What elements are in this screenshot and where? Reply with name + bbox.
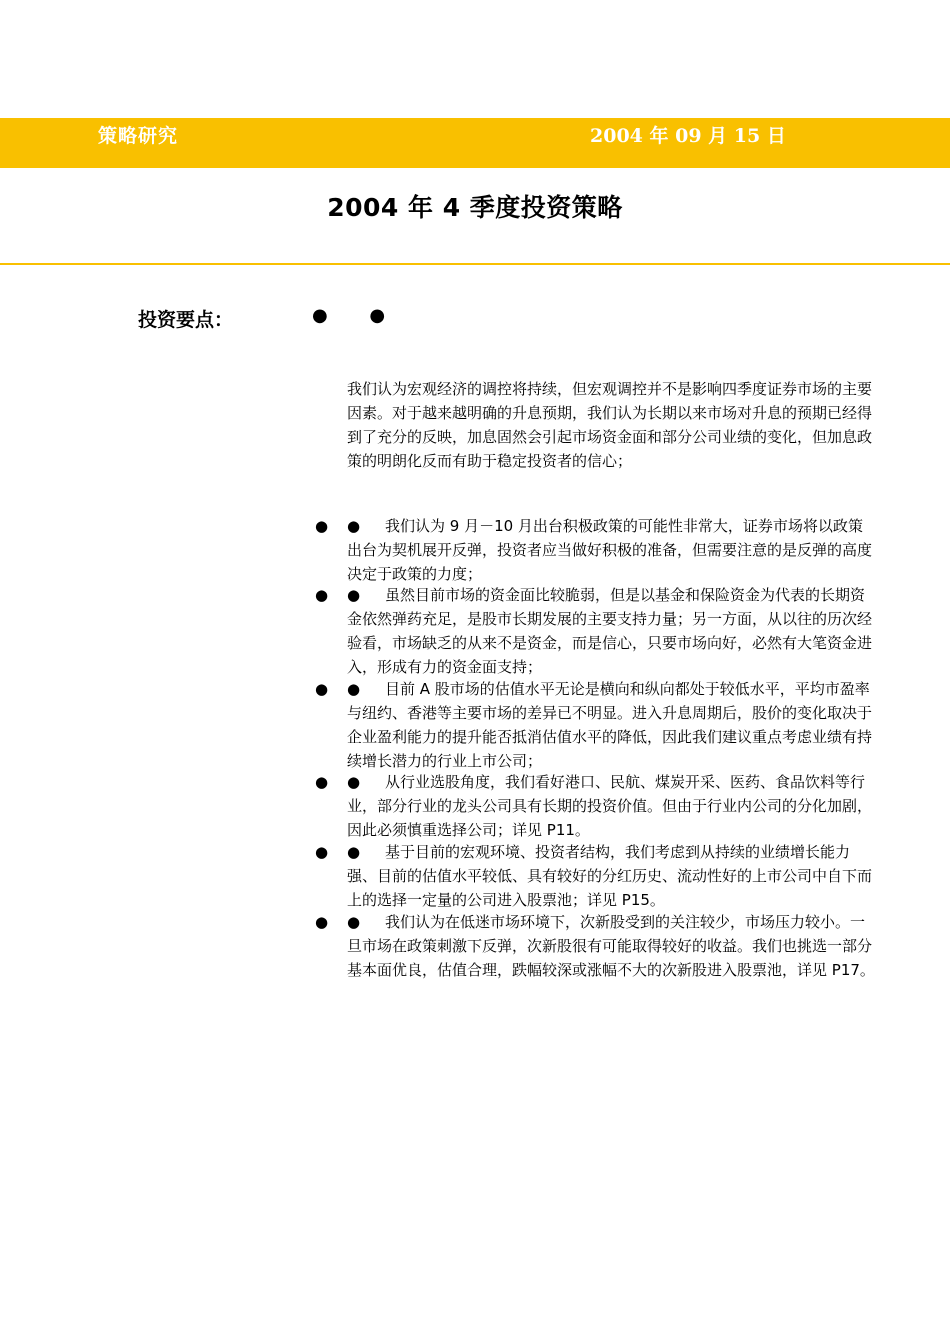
bullet-icon: ● (347, 680, 361, 698)
list-item (0, 514, 950, 583)
bullet-icon: ● (347, 843, 361, 861)
bullet-icon: ● (347, 913, 361, 931)
list-item (0, 910, 950, 979)
point-text: 虽然目前市场的资金面比较脆弱，但是以基金和保险资金为代表的长期资金依然弹药充足，是股市长期发展的主要支持力量；另一方面，从以往的历次经验看，市场缺乏的从来不是资金，而是信心，只要市场向好，必然有大笔资金进入，形成有力的资金面支持； (347, 586, 873, 676)
report-date: 2004 年 09 月 15 日 (590, 125, 786, 147)
section-label: 投资要点： (138, 309, 234, 331)
point-text: 我们认为在低迷市场环境下，次新股受到的关注较少，市场压力较小。一旦市场在政策刺激下反弹，次新股很有可能取得较好的收益。我们也挑选一部分基本面优良，估值合理，跌幅较深或涨幅不大的次新股进入股票池，详见 P17。 (347, 913, 875, 979)
page-title: 2004 年 4 季度投资策略 (327, 193, 623, 222)
report-category: 策略研究 (98, 125, 179, 147)
bullet-icon: ● (347, 517, 361, 535)
intro-paragraph: 我们认为宏观经济的调控将持续，但宏观调控并不是影响四季度证券市场的主要因素。对于越来越明确的升息预期，我们认为长期以来市场对升息的预期已经得到了充分的反映，加息固然会引起市场资金面和部分公司业绩的变化，但加息政策的明朗化反而有助于稳定投资者的信心； (347, 380, 873, 470)
list-item (0, 770, 950, 839)
point-text: 从行业选股角度，我们看好港口、民航、煤炭开采、医药、食品饮料等行业，部分行业的龙头公司具有长期的投资价值。但由于行业内公司的分化加剧，因此必须慎重选择公司；详见 P11。 (347, 773, 873, 839)
bullet-icon: ● (315, 586, 329, 604)
point-text: 目前 A 股市场的估值水平无论是横向和纵向都处于较低水平，平均市盈率与纽约、香港等主要市场的差异已不明显。进入升息周期后，股价的变化取决于企业盈利能力的提升能否抵消估值水平的降低，因此我们建议重点考虑业绩有持续增长潜力的行业上市公司； (347, 680, 873, 770)
list-item (0, 677, 950, 770)
list-item (0, 583, 950, 676)
bullet-icon: ● (315, 773, 329, 791)
bullet-icon: ● (347, 773, 361, 791)
list-item (0, 840, 950, 909)
leading-bullets: ● ● (312, 305, 404, 326)
bullet-icon: ● (315, 843, 329, 861)
bullet-icon: ● (315, 913, 329, 931)
divider-rule (0, 263, 950, 265)
bullet-icon: ● (347, 586, 361, 604)
bullet-icon: ● (315, 517, 329, 535)
point-text: 基于目前的宏观环境、投资者结构，我们考虑到从持续的业绩增长能力强、目前的估值水平较低、具有较好的分红历史、流动性好的上市公司中自下而上的选择一定量的公司进入股票池；详见 P15。 (347, 843, 873, 909)
bullet-icon: ● (315, 680, 329, 698)
point-text: 我们认为 9 月－10 月出台积极政策的可能性非常大，证券市场将以政策出台为契机展开反弹，投资者应当做好积极的准备，但需要注意的是反弹的高度决定于政策的力度； (347, 517, 873, 583)
